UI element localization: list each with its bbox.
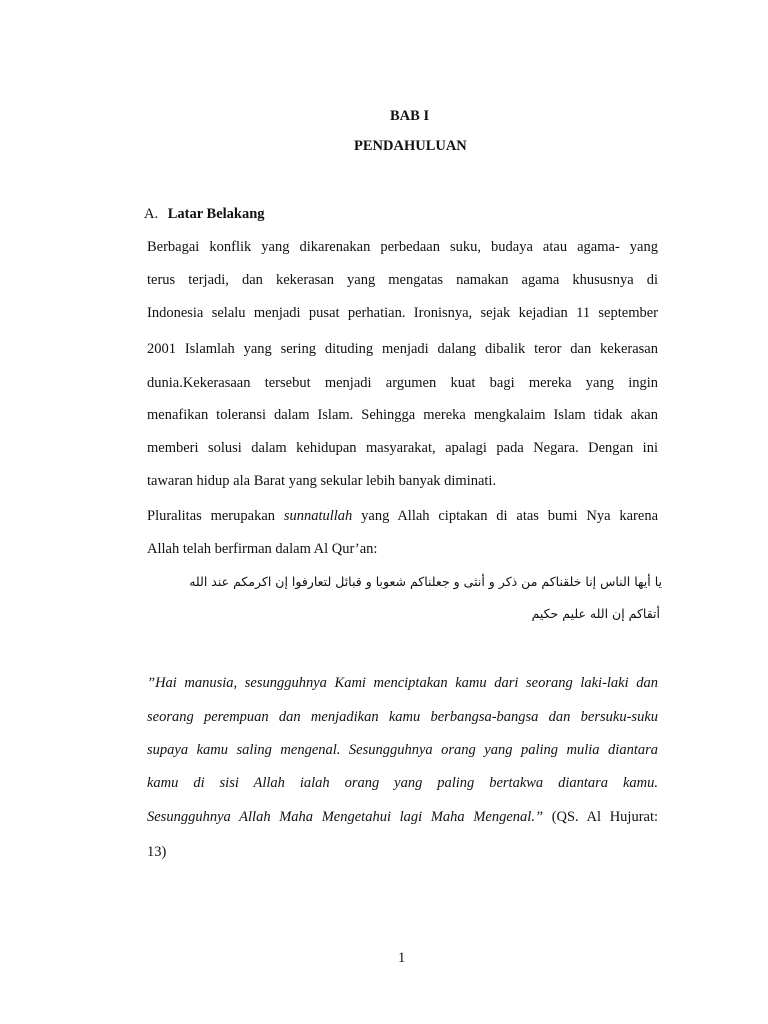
italic-term: sunnatullah [283, 508, 353, 524]
section-heading [144, 205, 265, 223]
paragraph-line: terus terjadi, dan kekerasan yang mengatas namakan agama khususnya di [147, 272, 658, 288]
page-number: 1 [398, 950, 406, 966]
translation-line [147, 808, 658, 826]
paragraph-line: tawaran hidup ala Barat yang sekular lebih banyak diminati. [147, 473, 497, 489]
paragraph-line: Indonesia selalu menjadi pusat perhatian. Ironisnya, sejak kejadian 11 september [147, 305, 658, 321]
paragraph-line: dunia.Kekerasaan tersebut menjadi argumen kuat bagi mereka yang ingin [147, 375, 658, 391]
translation-line: supaya kamu saling mengenal. Sesungguhnya orang yang paling mulia diantara [147, 742, 658, 758]
translation-line: seorang perempuan dan menjadikan kamu berbangsa-bangsa dan bersuku-suku [147, 709, 658, 725]
section-title: Latar Belakang [167, 206, 265, 222]
chapter-title: PENDAHULUAN [354, 138, 467, 154]
arabic-verse-line: أتقاكم إن الله عليم حكيم [531, 606, 660, 621]
translation-line: ”Hai manusia, sesungguhnya Kami menciptakan kamu dari seorang laki-laki dan [147, 675, 658, 691]
paragraph-line: memberi solusi dalam kehidupan masyarakat, apalagi pada Negara. Dengan ini [147, 440, 658, 456]
paragraph-line: Pluralitas merupakan sunnatullah yang Allah ciptakan di atas bumi Nya karena [147, 508, 658, 524]
paragraph-line: 2001 Islamlah yang sering dituding menjadi dalang dibalik teror dan kekerasan [147, 341, 658, 357]
chapter-number: BAB I [390, 108, 430, 124]
citation-end: 13) [147, 844, 167, 860]
paragraph-line: Allah telah berfirman dalam Al Qur’an: [147, 541, 378, 557]
paragraph-line: menafikan toleransi dalam Islam. Sehingga mereka mengkalaim Islam tidak akan [147, 407, 658, 423]
citation: (QS. Al Hujurat: [551, 809, 659, 825]
arabic-verse-line: يا أيها الناس إنا خلقناكم من ذكر و أنثى و جعلناكم شعوبا و قبائل لتعارفوا إن اكرمكم عند الله [189, 574, 662, 589]
paragraph-line: Berbagai konflik yang dikarenakan perbedaan suku, budaya atau agama- yang [147, 239, 658, 255]
translation-line: kamu di sisi Allah ialah orang yang paling bertakwa diantara kamu. [147, 775, 658, 791]
translation-closing: Sesungguhnya Allah Maha Mengetahui lagi Maha Mengenal.” [147, 809, 544, 825]
section-marker: A. [144, 206, 159, 222]
